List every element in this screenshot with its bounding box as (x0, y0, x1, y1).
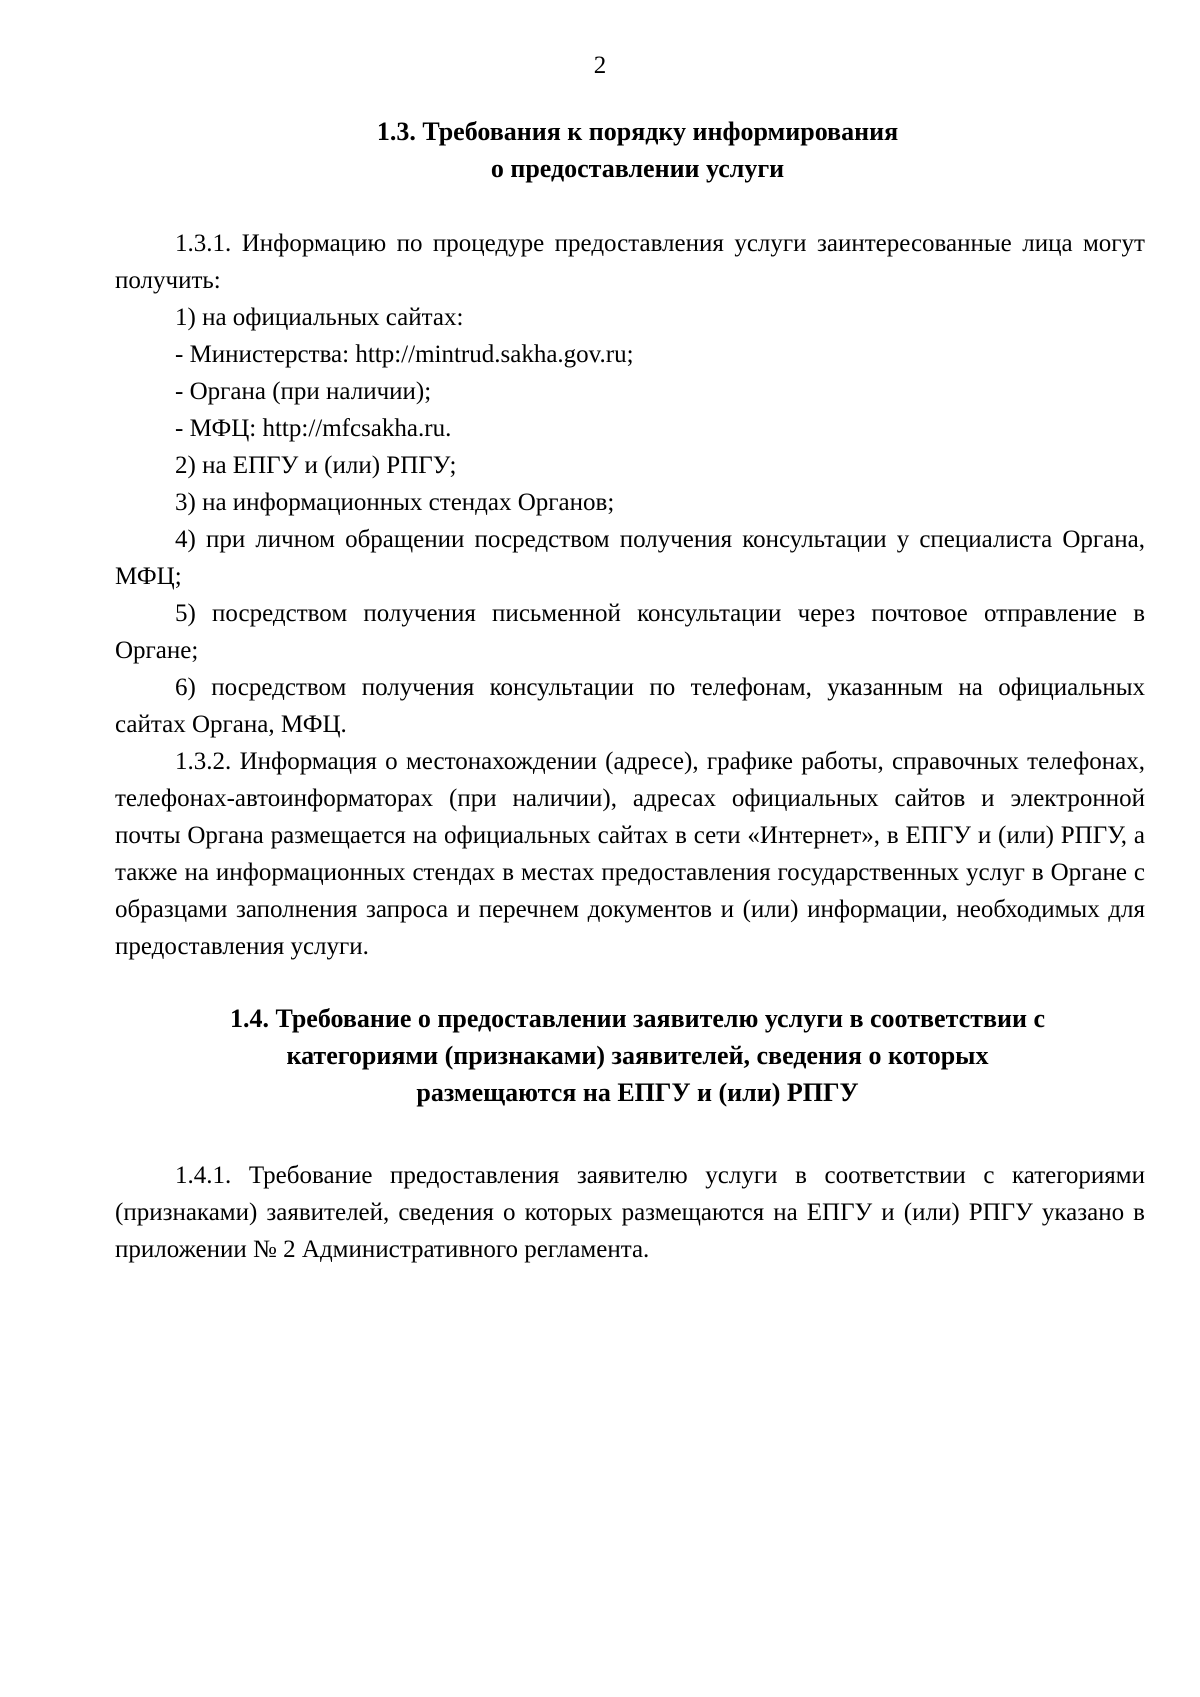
section-heading-1-4 (150, 1000, 1125, 1111)
list-item: 3) на информационных стендах Органов; (175, 489, 615, 516)
list-item: 1) на официальных сайтах: (175, 304, 464, 331)
paragraph-1-4-1: 1.4.1. Требование предоставления заявителю услуги в соответствии с категориями (признаками) заявителей, сведения о которых размещаются на ЕПГУ и (или) РПГУ указано в приложении № 2 Административного регламента. (115, 1162, 1145, 1263)
list-item: 6) посредством получения консультации по телефонам, указанным на официальных сайтах Органа, МФЦ. (115, 674, 1145, 738)
section-heading-1-3 (150, 113, 1125, 187)
list-item: - Органа (при наличии); (175, 378, 432, 405)
heading-line: о предоставлении услуги (490, 154, 785, 183)
heading-line: категориями (признаками) заявителей, сведения о которых (286, 1041, 989, 1070)
heading-line: размещаются на ЕПГУ и (или) РПГУ (416, 1078, 859, 1107)
paragraph-1-3-1: 1.3.1. Информацию по процедуре предоставления услуги заинтересованные лица могут получить: (115, 230, 1145, 294)
heading-line: 1.3. Требования к порядку информирования (376, 117, 899, 146)
list-item: 2) на ЕПГУ и (или) РПГУ; (175, 452, 457, 479)
heading-line: 1.4. Требование о предоставлении заявителю услуги в соответствии с (229, 1004, 1046, 1033)
paragraph-1-3-2: 1.3.2. Информация о местонахождении (адресе), графике работы, справочных телефонах, телефонах-автоинформаторах (при наличии), адресах официальных сайтов и электронной почты Органа размещается на официальных сайтах в сети «Интернет», в ЕПГУ и (или) РПГУ, а также на информационных стендах в местах предоставления государственных услуг в Органе с образцами заполнения запроса и перечнем документов и (или) информации, необходимых для предоставления услуги. (115, 748, 1145, 960)
section-body-1-4 (115, 1157, 1145, 1268)
list-item: - Министерства: http://mintrud.sakha.gov.ru; (175, 341, 634, 368)
section-body-1-3 (115, 225, 1145, 965)
list-item: - МФЦ: http://mfcsakha.ru. (175, 415, 452, 442)
list-item: 4) при личном обращении посредством получения консультации у специалиста Органа, МФЦ; (115, 526, 1145, 590)
page-number: 2 (593, 52, 607, 79)
list-item: 5) посредством получения письменной консультации через почтовое отправление в Органе; (115, 600, 1145, 664)
